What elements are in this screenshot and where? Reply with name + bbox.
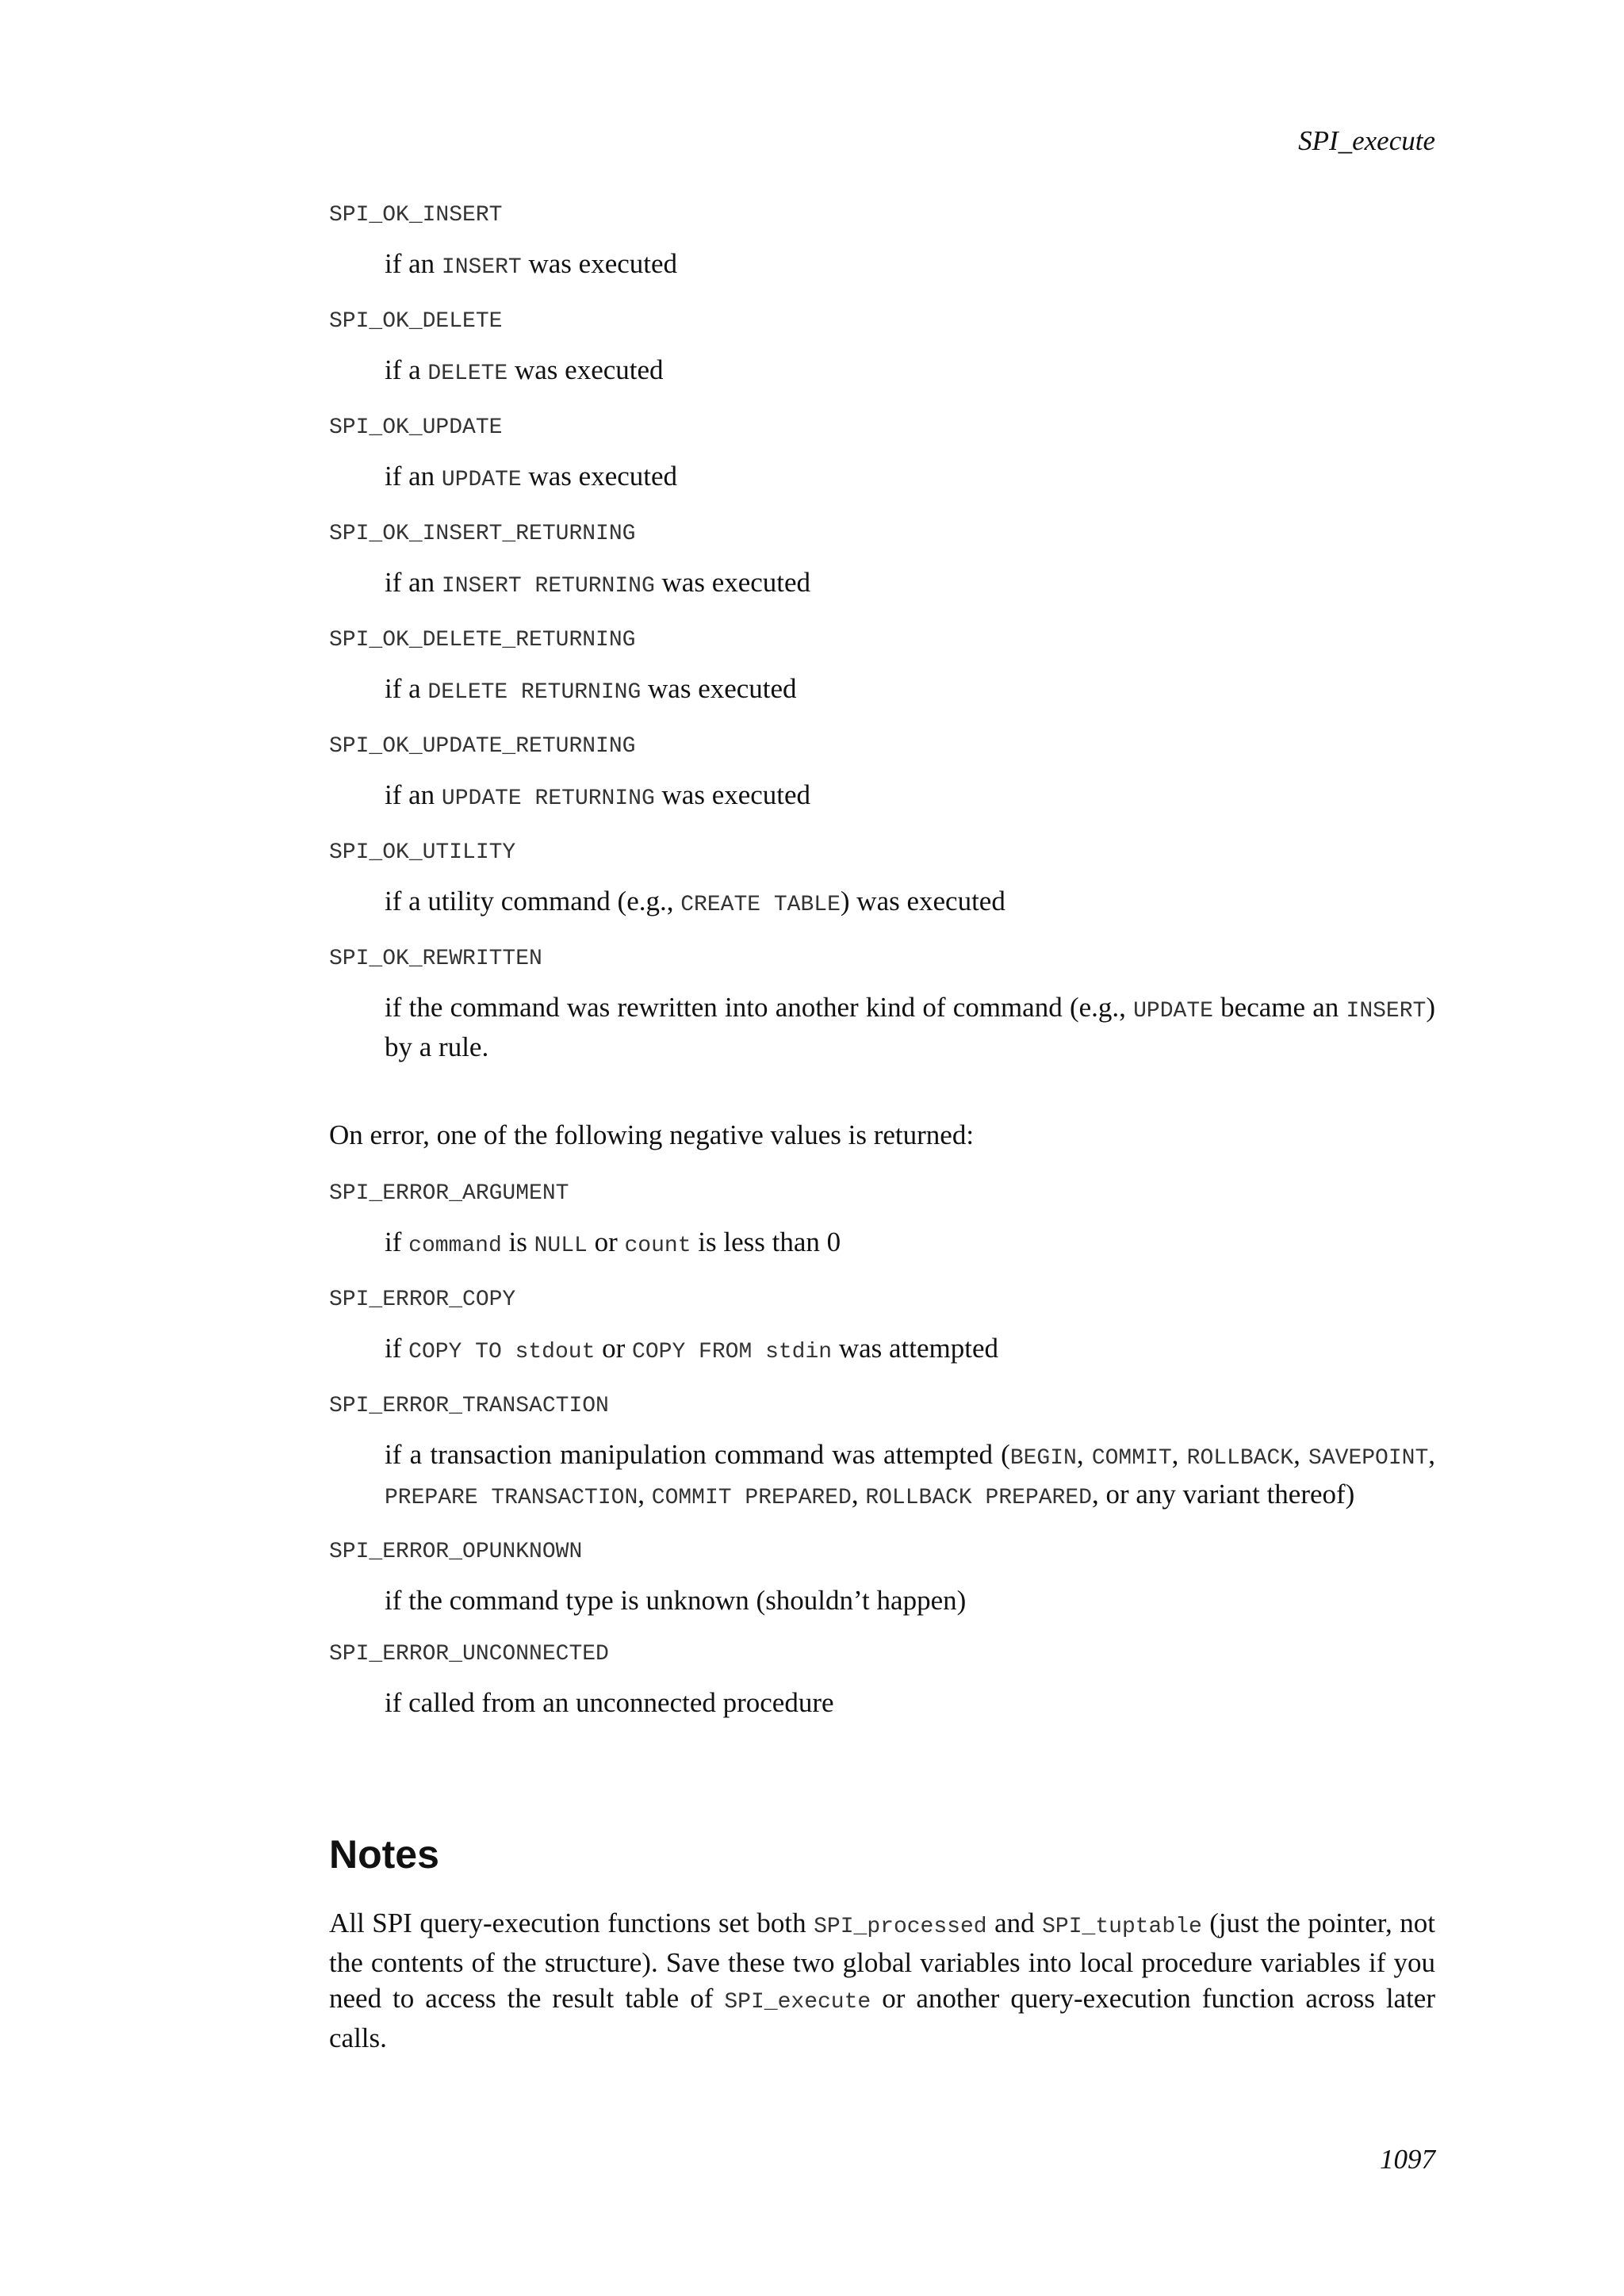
term-spi-ok-insert: SPI_OK_INSERT bbox=[329, 203, 503, 228]
desc-spi-ok-insert: if an INSERT was executed bbox=[385, 248, 678, 280]
term-spi-error-argument: SPI_ERROR_ARGUMENT bbox=[329, 1181, 569, 1206]
desc-spi-error-opunknown: if the command type is unknown (shouldn’t happen) bbox=[385, 1585, 967, 1616]
page-number: 1097 bbox=[1380, 2144, 1435, 2175]
desc-spi-error-transaction: if a transaction manipulation command was attempted (BEGIN, COMMIT, ROLLBACK, SAVEPOINT, PREPARE TRANSACTION, COMMIT PREPARED, ROLLBACK PREPARED, or any variant thereof) bbox=[385, 1439, 1436, 1510]
term-spi-error-unconnected: SPI_ERROR_UNCONNECTED bbox=[329, 1642, 609, 1667]
desc-spi-ok-update-returning: if an UPDATE RETURNING was executed bbox=[385, 779, 811, 811]
page-content bbox=[329, 197, 1435, 2084]
running-header: SPI_execute bbox=[1298, 125, 1435, 156]
term-spi-error-copy: SPI_ERROR_COPY bbox=[329, 1288, 516, 1312]
desc-spi-ok-insert-returning: if an INSERT RETURNING was executed bbox=[385, 567, 811, 599]
term-spi-ok-insert-returning: SPI_OK_INSERT_RETURNING bbox=[329, 522, 636, 546]
desc-spi-ok-rewritten: if the command was rewritten into another kind of command (e.g., UPDATE became an INSERT) by a rule. bbox=[385, 992, 1435, 1062]
term-spi-error-opunknown: SPI_ERROR_OPUNKNOWN bbox=[329, 1540, 583, 1564]
desc-spi-ok-utility: if a utility command (e.g., CREATE TABLE) was executed bbox=[385, 886, 1005, 917]
desc-spi-error-argument: if command is NULL or count is less than 0 bbox=[385, 1226, 841, 1258]
desc-spi-error-copy: if COPY TO stdout or COPY FROM stdin was attempted bbox=[385, 1333, 999, 1364]
desc-spi-ok-delete-returning: if a DELETE RETURNING was executed bbox=[385, 673, 797, 705]
term-spi-error-transaction: SPI_ERROR_TRANSACTION bbox=[329, 1394, 609, 1418]
term-spi-ok-update: SPI_OK_UPDATE bbox=[329, 415, 503, 440]
notes-paragraph: All SPI query-execution functions set both SPI_processed and SPI_tuptable (just the pointer, not the contents of the structure). Save these two global variables into local procedure variables if you need to access the result table of SPI_execute or another query-execution function across later calls. bbox=[329, 1908, 1435, 2053]
desc-spi-error-unconnected: if called from an unconnected procedure bbox=[385, 1687, 834, 1718]
term-spi-ok-rewritten: SPI_OK_REWRITTEN bbox=[329, 947, 542, 971]
term-spi-ok-update-returning: SPI_OK_UPDATE_RETURNING bbox=[329, 734, 636, 759]
term-spi-ok-utility: SPI_OK_UTILITY bbox=[329, 840, 516, 865]
desc-spi-ok-update: if an UPDATE was executed bbox=[385, 461, 678, 492]
notes-heading: Notes bbox=[329, 1832, 439, 1877]
desc-spi-ok-delete: if a DELETE was executed bbox=[385, 354, 664, 386]
term-spi-ok-delete: SPI_OK_DELETE bbox=[329, 309, 503, 334]
error-return-values-list bbox=[329, 1175, 1435, 1720]
success-return-values-list bbox=[329, 197, 1435, 1065]
error-intro-paragraph: On error, one of the following negative values is returned: bbox=[329, 1119, 975, 1150]
term-spi-ok-delete-returning: SPI_OK_DELETE_RETURNING bbox=[329, 628, 636, 652]
